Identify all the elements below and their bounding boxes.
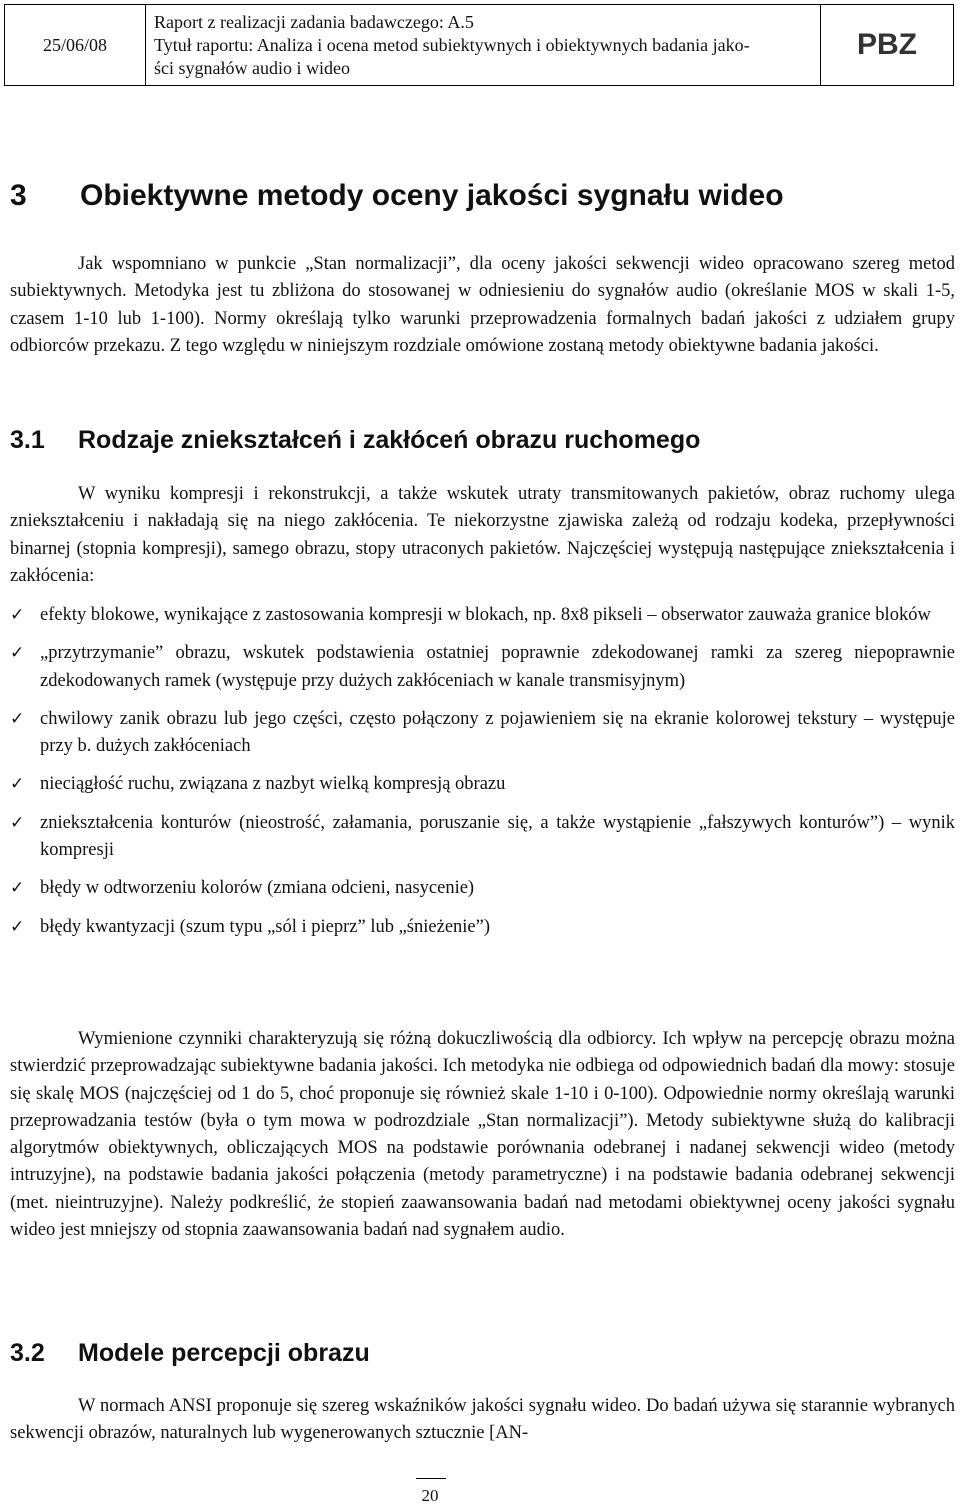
list-item <box>10 875 955 902</box>
section-3-heading <box>10 172 784 220</box>
header-date: 25/06/08 <box>5 5 146 85</box>
list-item-text: „przytrzymanie” obrazu, wskutek podstawienia ostatniej poprawnie zdekodowanej ramki za szereg niepoprawnie zdekodowanych ramek (występuje przy dużych zakłóceniach w kanale transmisyjnym) <box>40 643 955 691</box>
header-title-block <box>146 5 821 85</box>
footer-rule <box>416 1478 446 1479</box>
list-item-text: błędy w odtworzeniu kolorów (zmiana odcieni, nasycenie) <box>40 878 475 899</box>
section-3-1-heading <box>10 422 700 458</box>
list-item-text: efekty blokowe, wynikające z zastosowania kompresji w blokach, np. 8x8 pikseli – obserwator zauważa granice bloków <box>40 605 931 625</box>
section-3-title: Obiektywne metody oceny jakości sygnału wideo <box>80 179 784 212</box>
section-3-2-heading <box>10 1335 370 1371</box>
distortion-list <box>10 602 955 952</box>
list-item <box>10 771 955 798</box>
section-3-1-closing: Wymienione czynniki charakteryzują się różną dokuczliwością dla odbiorcy. Ich wpływ na percepcję obrazu można stwierdzić przeprowadzając subiektywne badania jakości. Ich metodyka nie odbiega od odpowiednich badań dla mowy: stosuje się skalę MOS (najczęściej od 1 do 5, choć proponuje się również skale 1-10 i 0-100). Odpowiednie normy określają warunki przeprowadzania testów (była o tym mowa w podrozdziale „Stan normalizacji”). Metody subiektywne służą do kalibracji algorytmów obiektywnych, obliczających MOS na podstawie porównania odebranej i nadanej sekwencji wideo (metody intruzyjne), na podstawie badania jakości połączenia (metody parametryczne) i na podstawie badania odebranej sekwencji (met. nieintruzyjne). Należy podkreślić, że stopień zaawansowania badań nad metodami obiektywnej oceny jakości sygnału wideo jest mniejszy od stopnia zaawansowania badań nad sygnałem audio. <box>10 1029 955 1241</box>
checkmark-icon: ✓ <box>10 643 25 664</box>
list-item <box>10 914 955 941</box>
checkmark-icon: ✓ <box>10 605 25 625</box>
checkmark-icon: ✓ <box>10 812 25 833</box>
section-3-number: 3 <box>10 179 27 212</box>
section-3-intro: Jak wspomniano w punkcie „Stan normalizacji”, dla oceny jakości sekwencji wideo opracowano szereg metod subiektywnych. Metodyka jest tu zbliżona do stosowanej w odniesieniu do sygnałów audio (określanie MOS w skali 1-5, czasem 1-10 lub 1-100). Normy określają tylko warunki przeprowadzenia formalnych badań jakości z udziałem grupy odbiorców przekazu. Z tego względu w niniejszym rozdziale omówione zostaną metody obiektywne badania jakości. <box>10 254 955 356</box>
list-item-text: nieciągłość ruchu, związana z nazbyt wielką kompresją obrazu <box>40 774 506 795</box>
list-item-text: zniekształcenia konturów (nieostrość, załamania, poruszanie się, a także wystąpienie „fałszywych konturów”) – wynik kompresji <box>40 812 955 861</box>
header-title-line-2: ści sygnałów audio i wideo <box>154 58 350 78</box>
section-3-2-title: Modele percepcji obrazu <box>78 1339 370 1367</box>
section-3-1-title: Rodzaje zniekształceń i zakłóceń obrazu ruchomego <box>78 426 701 454</box>
section-3-1-number: 3.1 <box>10 426 45 454</box>
list-item-text: błędy kwantyzacji (szum typu „sól i pieprz” lub „śnieżenie”) <box>40 916 490 937</box>
checkmark-icon: ✓ <box>10 916 25 937</box>
page-header <box>4 4 954 86</box>
section-3-2-intro: W normach ANSI proponuje się szereg wskaźników jakości sygnału wideo. Do badań używa się starannie wybranych sekwencji obrazów, naturalnych lub wygenerowanych sztucznie [AN- <box>10 1396 955 1444</box>
list-item <box>10 706 955 761</box>
checkmark-icon: ✓ <box>10 878 25 899</box>
header-report-line: Raport z realizacji zadania badawczego: A.5 <box>154 12 474 32</box>
list-item-text: chwilowy zanik obrazu lub jego części, często połączony z pojawieniem się na ekranie kolorowej tekstury – występuje przy b. dużych zakłóceniach <box>40 708 955 757</box>
checkmark-icon: ✓ <box>10 774 25 795</box>
checkmark-icon: ✓ <box>10 708 25 729</box>
header-title-line-1: Tytuł raportu: Analiza i ocena metod subiektywnych i obiektywnych badania jako- <box>154 35 750 55</box>
list-item <box>10 602 955 629</box>
section-3-2-number: 3.2 <box>10 1339 45 1367</box>
list-item <box>10 810 955 865</box>
section-3-1-intro: W wyniku kompresji i rekonstrukcji, a także wskutek utraty transmitowanych pakietów, obraz ruchomy ulega zniekształceniu i nakładają się na niego zakłócenia. Te niekorzystne zjawiska zależą od rodzaju kodeka, przepływności binarnej (stopnia kompresji), samego obrazu, stopy utraconych pakietów. Najczęściej występują następujące zniekształcenia i zakłócenia: <box>10 484 955 586</box>
header-logo: PBZ <box>857 28 917 61</box>
page-number: 20 <box>421 1486 439 1505</box>
list-item <box>10 640 955 695</box>
